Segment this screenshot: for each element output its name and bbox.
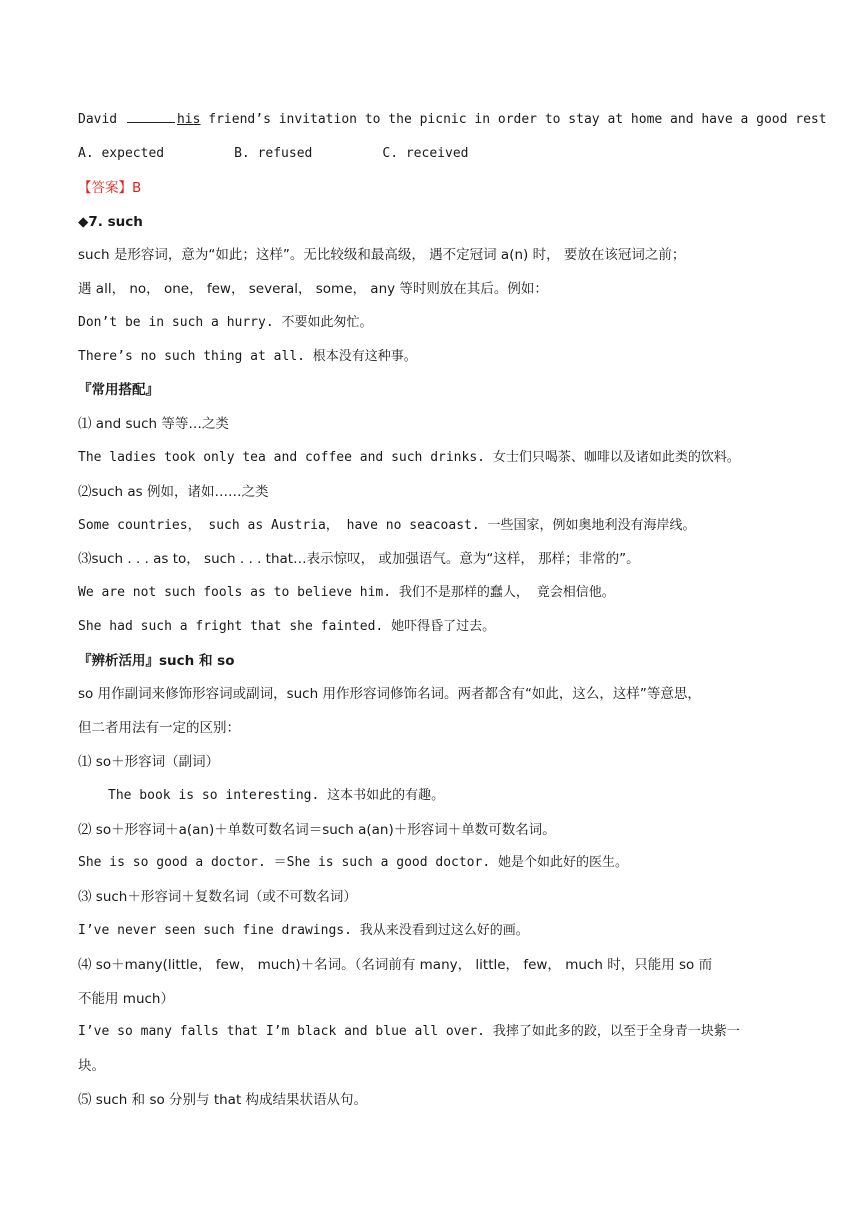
section-example-2: There’s no such thing at all. 根本没有这种事。 — [78, 349, 417, 364]
analysis-rule-1-example: The book is so interesting. 这本书如此的有趣。 — [108, 788, 445, 803]
analysis-rule-1: ⑴ so＋形容词（副词） — [78, 754, 220, 770]
option-a: A. expected — [78, 146, 165, 161]
collocation-1: ⑴ and such 等等…之类 — [78, 416, 229, 432]
analysis-rule-4-example: I’ve so many falls that I’m black and blue all over. 我摔了如此多的跤，以至于全身青一块紫一 — [78, 1024, 740, 1039]
analysis-rule-4-example-cont: 块。 — [78, 1058, 105, 1074]
answer-value: B — [132, 180, 142, 196]
collocation-1-example: The ladies took only tea and coffee and such drinks. 女士们只喝茶、咖啡以及诸如此类的饮料。 — [78, 450, 740, 465]
collocation-3-example-1: We are not such fools as to believe him. 我们不是那样的蠢人， 竟会相信他。 — [78, 585, 615, 600]
analysis-line-1: so 用作副词来修饰形容词或副词，such 用作形容词修饰名词。两者都含有“如此，这么，这样”等意思， — [78, 686, 701, 702]
collocation-2: ⑵such as 例如，诸如……之类 — [78, 484, 269, 500]
analysis-rule-3: ⑶ such＋形容词＋复数名词（或不可数名词） — [78, 889, 357, 905]
analysis-rule-2: ⑵ so＋形容词＋a(an)＋单数可数名词＝such a(an)＋形容词＋单数可数名词。 — [78, 822, 556, 838]
analysis-rule-4: ⑷ so＋many(little， few， much)＋名词。（名词前有 many， little， few， much 时，只能用 so 而 — [78, 957, 713, 973]
section-line-2: 遇 all， no， one， few， several， some， any 等时则放在其后。例如： — [78, 281, 548, 297]
analysis-line-2: 但二者用法有一定的区别： — [78, 720, 240, 736]
analysis-rule-4-cont: 不能用 much） — [78, 991, 174, 1007]
question-blank-text: his — [176, 112, 201, 127]
options-line — [78, 144, 468, 164]
section-line-1: such 是形容词，意为“如此；这样”。无比较级和最高级， 遇不定冠词 a(n) 时， 要放在该冠词之前； — [78, 247, 686, 263]
question-line — [78, 110, 827, 130]
collocation-2-example: Some countries， such as Austria， have no seacoast. 一些国家，例如奥地利没有海岸线。 — [78, 518, 696, 533]
section-example-1: Don’t be in such a hurry. 不要如此匆忙。 — [78, 315, 373, 330]
analysis-rule-5: ⑸ such 和 so 分别与 that 构成结果状语从句。 — [78, 1092, 368, 1108]
analysis-heading: 『辨析活用』such 和 so — [78, 653, 235, 669]
analysis-rule-3-example: I’ve never seen such fine drawings. 我从来没看到过这么好的画。 — [78, 923, 529, 938]
analysis-rule-2-example: She is so good a doctor. ＝She is such a good doctor. 她是个如此好的医生。 — [78, 855, 628, 870]
answer-line — [78, 178, 141, 198]
collocations-heading: 『常用搭配』 — [78, 382, 159, 398]
collocation-3: ⑶such . . . as to， such . . . that…表示惊叹， 或加强语气。意为“这样， 那样；非常的”。 — [78, 551, 640, 567]
question-suffix: friend’s invitation to the picnic in order to stay at home and have a good rest — [200, 112, 827, 127]
option-b: B. refused — [234, 146, 313, 161]
option-c: C. received — [382, 146, 469, 161]
section-heading: ◆7. such — [78, 214, 143, 230]
question-prefix: David — [78, 112, 125, 127]
collocation-3-example-2: She had such a fright that she fainted. 她吓得昏了过去。 — [78, 619, 496, 634]
answer-blank — [127, 110, 175, 123]
answer-label: 【答案】 — [78, 180, 132, 196]
